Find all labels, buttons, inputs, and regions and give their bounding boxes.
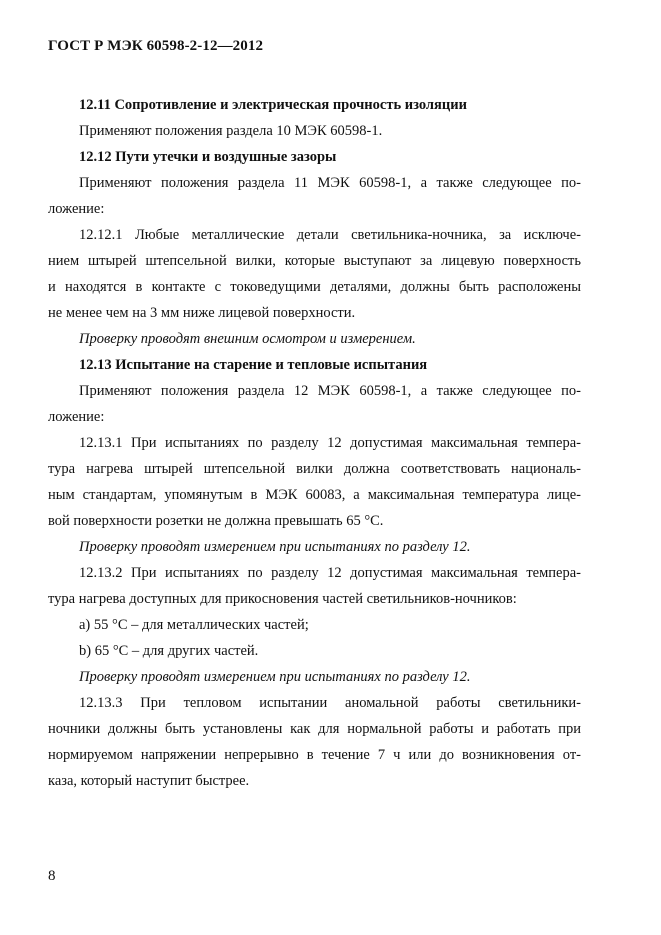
document-header: ГОСТ Р МЭК 60598-2-12—2012 — [48, 38, 264, 54]
clause-12-13-2-line1: 12.13.2 При испытаниях по разделу 12 допустимая максимальная темпера- — [79, 565, 581, 581]
section-12-11-title: 12.11 Сопротивление и электрическая прочность изоляции — [79, 97, 467, 113]
section-12-12-text-line2: ложение: — [48, 201, 105, 217]
clause-12-13-2-check: Проверку проводят измерением при испытаниях по разделу 12. — [79, 669, 471, 685]
clause-12-13-1-check: Проверку проводят измерением при испытаниях по разделу 12. — [79, 539, 471, 555]
clause-12-13-1-line3: ным стандартам, упомянутым в МЭК 60083, а максимальная температура лице- — [48, 487, 581, 503]
page-number: 8 — [48, 868, 56, 884]
clause-12-13-3-line1: 12.13.3 При тепловом испытании аномальной работы светильники- — [79, 695, 581, 711]
clause-12-13-3-line4: каза, который наступит быстрее. — [48, 773, 250, 789]
section-12-13-text-line2: ложение: — [48, 409, 105, 425]
clause-12-13-1-line4: вой поверхности розетки не должна превышать 65 °С. — [48, 513, 384, 529]
clause-12-13-3-line2: ночники должны быть установлены как для нормальной работы и работать при — [48, 721, 581, 737]
clause-12-13-3-line3: нормируемом напряжении непрерывно в течение 7 ч или до возникновения от- — [48, 747, 581, 763]
clause-12-13-1-line1: 12.13.1 При испытаниях по разделу 12 допустимая максимальная темпера- — [79, 435, 581, 451]
document-body — [48, 92, 581, 794]
section-12-12-title: 12.12 Пути утечки и воздушные зазоры — [79, 149, 337, 165]
clause-12-13-2-line2: тура нагрева доступных для прикосновения частей светильников-ночников: — [48, 591, 517, 607]
clause-12-13-1-line2: тура нагрева штырей штепсельной вилки должна соответствовать националь- — [48, 461, 581, 477]
section-12-11-text: Применяют положения раздела 10 МЭК 60598-1. — [79, 123, 383, 139]
section-12-12-text-line1: Применяют положения раздела 11 МЭК 60598-1, а также следующее по- — [79, 175, 581, 191]
section-12-13-text-line1: Применяют положения раздела 12 МЭК 60598-1, а также следующее по- — [79, 383, 581, 399]
clause-12-12-1-line1: 12.12.1 Любые металлические детали светильника-ночника, за исключе- — [79, 227, 581, 243]
clause-12-12-1-line3: и находятся в контакте с токоведущими деталями, должны быть расположены — [48, 279, 581, 295]
clause-12-12-1-line4: не менее чем на 3 мм ниже лицевой поверхности. — [48, 305, 356, 321]
section-12-13-title: 12.13 Испытание на старение и тепловые испытания — [79, 357, 428, 373]
clause-12-12-1-line2: нием штырей штепсельной вилки, которые выступают за лицевую поверхность — [48, 253, 581, 269]
clause-12-13-2-item-a: а) 55 °С – для металлических частей; — [79, 617, 309, 633]
clause-12-13-2-item-b: b) 65 °С – для других частей. — [79, 643, 259, 659]
clause-12-12-1-check: Проверку проводят внешним осмотром и измерением. — [79, 331, 416, 347]
